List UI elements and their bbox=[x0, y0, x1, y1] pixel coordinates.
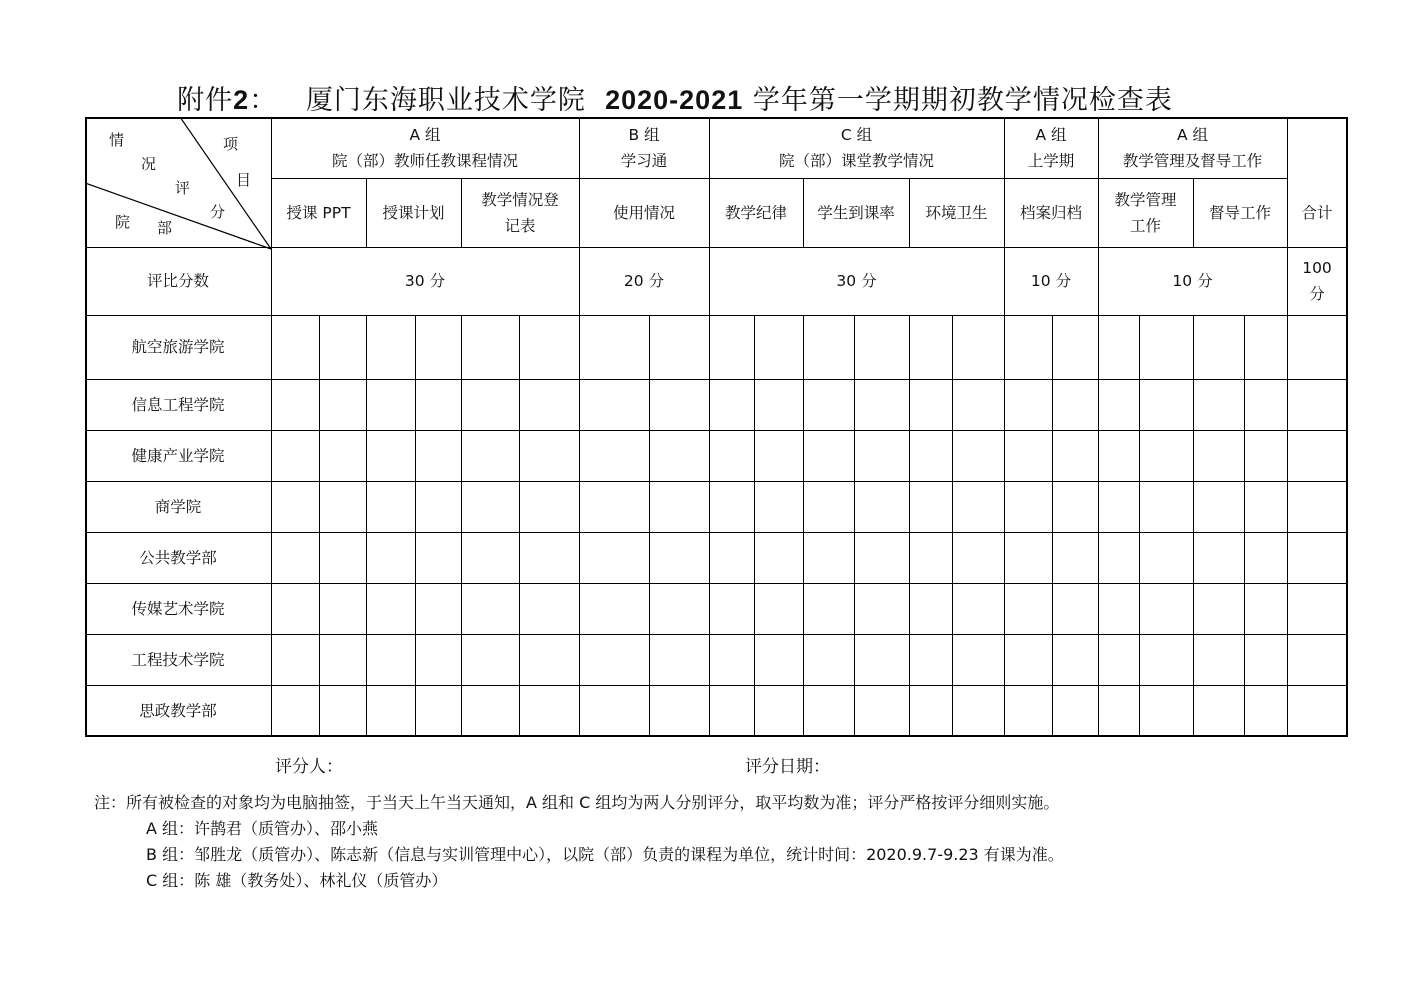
group-tag: A 组 bbox=[409, 125, 441, 144]
group-label: 院（部）教师任教课程情况 bbox=[331, 151, 518, 170]
score-cell: 10 分 bbox=[1172, 272, 1213, 290]
item-line: 环境卫生 bbox=[925, 203, 988, 222]
grid-line bbox=[1287, 117, 1288, 737]
item-header bbox=[271, 178, 366, 247]
corner-label: 部 bbox=[157, 219, 173, 237]
title-years: 2020-2021 bbox=[605, 85, 744, 115]
item-header bbox=[1098, 178, 1193, 247]
item-line: 授课 PPT bbox=[286, 203, 351, 222]
corner-label: 情 bbox=[109, 131, 125, 149]
group-header bbox=[579, 117, 709, 178]
item-line: 授课计划 bbox=[382, 203, 445, 222]
grid-line bbox=[85, 379, 1347, 380]
item-line: 教学纪律 bbox=[724, 203, 787, 222]
score-cell: 10 分 bbox=[1030, 272, 1072, 290]
corner-label: 分 bbox=[210, 203, 226, 221]
grid-line bbox=[1193, 315, 1194, 737]
item-header bbox=[909, 178, 1004, 247]
item-header bbox=[709, 178, 803, 247]
score-total bbox=[1287, 247, 1347, 315]
grid-line bbox=[85, 315, 1347, 316]
grid-line bbox=[85, 532, 1347, 533]
department-name: 商学院 bbox=[154, 497, 202, 516]
grid-line bbox=[803, 315, 804, 737]
department-name: 传媒艺术学院 bbox=[131, 599, 225, 618]
grid-line bbox=[271, 117, 272, 737]
group-header bbox=[271, 117, 579, 178]
item-header bbox=[1004, 178, 1098, 247]
title-school: 厦门东海职业技术学院 bbox=[305, 85, 586, 116]
item-header bbox=[1193, 178, 1287, 247]
grid-line bbox=[952, 315, 953, 737]
item-line: 督导工作 bbox=[1208, 203, 1271, 222]
department-name: 公共教学部 bbox=[139, 548, 217, 567]
department-name: 信息工程学院 bbox=[131, 395, 225, 414]
grid-line bbox=[415, 315, 416, 737]
grid-line bbox=[579, 117, 580, 737]
group-label: 上学期 bbox=[1027, 151, 1075, 170]
grid-line bbox=[85, 481, 1347, 482]
item-header bbox=[1287, 178, 1347, 247]
group-tag: C 组 bbox=[840, 125, 873, 144]
item-line: 使用情况 bbox=[612, 203, 675, 222]
item-line: 学生到课率 bbox=[817, 203, 895, 222]
title-rest: 学年第一学期期初教学情况检查表 bbox=[752, 85, 1173, 116]
grid-line bbox=[519, 315, 520, 737]
title-colon: ： bbox=[249, 85, 278, 116]
table-border bbox=[1346, 117, 1348, 737]
group-header bbox=[1098, 117, 1287, 178]
note-line: 注：所有被检查的对象均为电脑抽签，于当天上午当天通知，A 组和 C 组均为两人分别评分，取平均数为准；评分严格按评分细则实施。 bbox=[94, 793, 1060, 812]
note-line: A 组：许鹊君（质管办）、邵小燕 bbox=[146, 819, 379, 838]
grid-line bbox=[1098, 117, 1099, 737]
note-line: C 组：陈 雄（教务处）、林礼仪（质管办） bbox=[146, 871, 448, 890]
score-cell: 30 分 bbox=[404, 272, 446, 290]
score-cell: 20 分 bbox=[623, 272, 665, 290]
grid-line bbox=[461, 315, 462, 737]
department-name: 思政教学部 bbox=[139, 701, 217, 720]
corner-label: 评 bbox=[175, 179, 191, 197]
group-tag: B 组 bbox=[628, 125, 660, 144]
group-header bbox=[709, 117, 1004, 178]
corner-label: 院 bbox=[115, 213, 131, 231]
grid-line bbox=[319, 315, 320, 737]
corner-label: 项 bbox=[223, 135, 239, 153]
grid-line bbox=[85, 247, 1347, 248]
item-header bbox=[803, 178, 909, 247]
title-number: 2 bbox=[233, 85, 250, 115]
item-line: 工作 bbox=[1129, 216, 1161, 235]
group-label: 教学管理及督导工作 bbox=[1122, 151, 1263, 170]
score-row-label: 评比分数 bbox=[146, 272, 209, 290]
table-border bbox=[85, 117, 1347, 119]
title-prefix: 附件 bbox=[177, 85, 234, 116]
grid-line bbox=[909, 178, 910, 247]
scorer-label: 评分人： bbox=[275, 757, 343, 777]
grid-line bbox=[85, 430, 1347, 431]
score-total-line: 100 bbox=[1302, 259, 1332, 277]
item-line: 档案归档 bbox=[1019, 203, 1082, 222]
item-line: 记表 bbox=[504, 216, 536, 235]
item-line: 合计 bbox=[1301, 203, 1333, 222]
grid-line bbox=[366, 178, 367, 247]
grid-line bbox=[709, 117, 710, 737]
grid-line bbox=[649, 315, 650, 737]
item-line: 教学情况登 bbox=[481, 190, 559, 209]
item-header bbox=[366, 178, 461, 247]
item-header bbox=[579, 178, 709, 247]
corner-label: 况 bbox=[141, 155, 157, 173]
grid-line bbox=[754, 315, 755, 737]
item-header bbox=[461, 178, 579, 247]
grid-line bbox=[1004, 117, 1005, 737]
group-label: 院（部）课堂教学情况 bbox=[778, 151, 934, 170]
grid-line bbox=[909, 315, 910, 737]
score-total-line: 分 bbox=[1309, 285, 1325, 303]
corner-label: 目 bbox=[236, 171, 252, 189]
grid-line bbox=[85, 583, 1347, 584]
grid-line bbox=[1193, 178, 1194, 247]
notes bbox=[94, 790, 1064, 894]
grid-line bbox=[271, 178, 1287, 179]
grid-line bbox=[85, 685, 1347, 686]
department-name: 工程技术学院 bbox=[131, 650, 225, 669]
group-tag: A 组 bbox=[1035, 125, 1067, 144]
table-border bbox=[85, 117, 87, 737]
grid-line bbox=[461, 178, 462, 247]
group-header bbox=[1004, 117, 1098, 178]
score-date-label: 评分日期： bbox=[745, 757, 830, 777]
item-line: 教学管理 bbox=[1114, 190, 1177, 209]
grid-line bbox=[366, 315, 367, 737]
grid-line bbox=[803, 178, 804, 247]
group-tag: A 组 bbox=[1176, 125, 1208, 144]
grid-line bbox=[854, 315, 855, 737]
grid-line bbox=[1052, 315, 1053, 737]
note-line: B 组：邹胜龙（质管办）、陈志新（信息与实训管理中心），以院（部）负责的课程为单位，统计时间：2020.9.7-9.23 有课为准。 bbox=[146, 845, 1064, 864]
department-name: 航空旅游学院 bbox=[131, 338, 225, 356]
group-label: 学习通 bbox=[620, 151, 668, 170]
table-border bbox=[85, 735, 1347, 737]
grid-line bbox=[85, 634, 1347, 635]
grid-line bbox=[1244, 315, 1245, 737]
score-cell: 30 分 bbox=[836, 272, 877, 290]
department-name: 健康产业学院 bbox=[131, 446, 225, 465]
page-title bbox=[0, 78, 1350, 117]
grid-line bbox=[1139, 315, 1140, 737]
